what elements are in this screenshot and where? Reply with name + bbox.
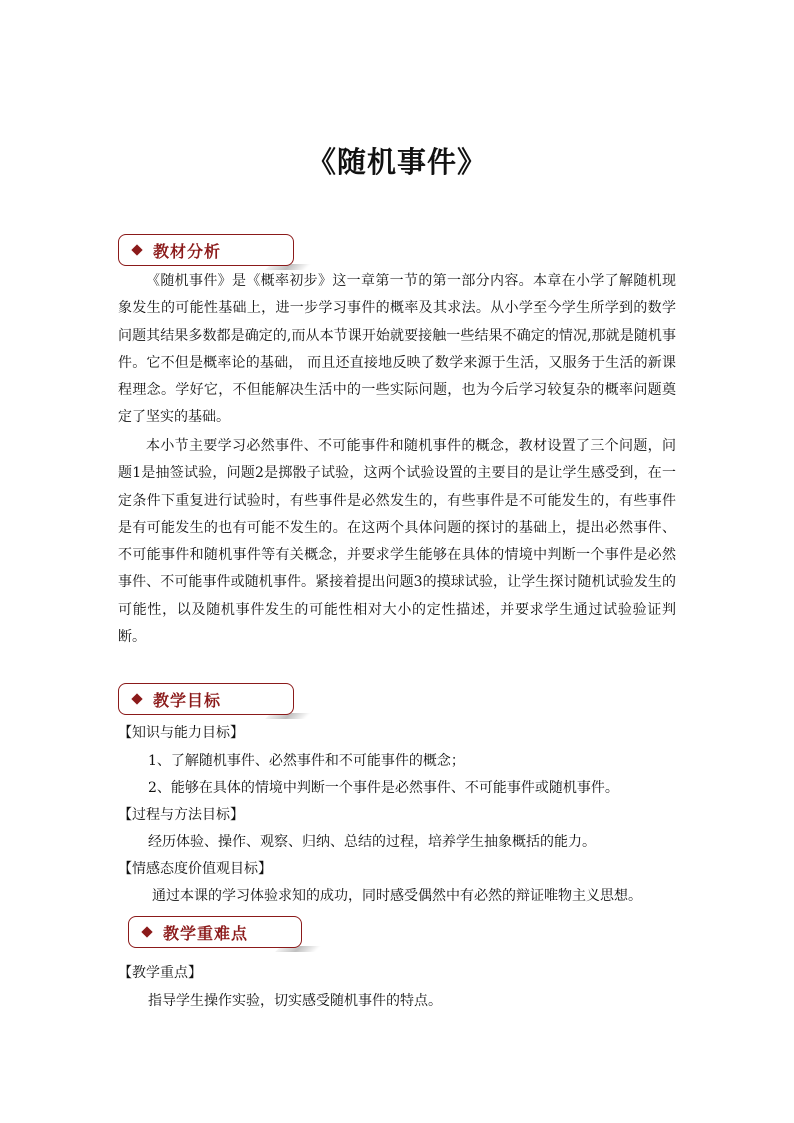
header-box bbox=[128, 916, 302, 948]
section-heading: 教学重难点 bbox=[163, 923, 249, 943]
page-title: 《随机事件》 bbox=[306, 145, 487, 179]
section-heading: 教材分析 bbox=[153, 241, 222, 261]
process-text: 经历体验、操作、观察、归纳、总结的过程，培养学生抽象概括的能力。 bbox=[148, 834, 596, 850]
diamond-icon bbox=[131, 693, 142, 704]
knowledge-item-1: 1、了解随机事件、必然事件和不可能事件的概念； bbox=[148, 753, 465, 769]
section-header-analysis bbox=[118, 234, 298, 264]
knowledge-label: 【知识与能力目标】 bbox=[118, 725, 244, 741]
diamond-icon bbox=[141, 926, 152, 937]
section-header-objectives bbox=[118, 683, 298, 713]
section-heading: 教学目标 bbox=[153, 690, 222, 710]
analysis-paragraph-2: 本小节主要学习必然事件、不可能事件和随机事件的概念，教材设置了三个问题，问题1是抽签试验，问题2是掷骰子试验，这两个试验设置的主要目的是让学生感受到，在一定条件下重复进行试验时，有些事件是必然发生的，有些事件是不可能发生的，有些事件是有可能发生的也有可能不发生的。在这两个具体问题的探讨的基础上，提出必然事件、不可能事件和随机事件等有关概念，并要求学生能够在具体的情境中判断一个事件是必然事件、不可能事件或随机事件。紧接着提出问题3的摸球试验，让学生探讨随机试验发生的可能性，以及随机事件发生的可能性相对大小的定性描述，并要求学生通过试验验证判断。 bbox=[118, 438, 676, 646]
header-box bbox=[118, 234, 294, 266]
header-box bbox=[118, 683, 294, 715]
focus-label: 【教学重点】 bbox=[118, 965, 202, 981]
knowledge-item-2: 2、能够在具体的情境中判断一个事件是必然事件、不可能事件或随机事件。 bbox=[148, 780, 619, 796]
analysis-paragraph-1: 《随机事件》是《概率初步》这一章第一节的第一部分内容。本章在小学了解随机现象发生的可能性基础上，进一步学习事件的概率及其求法。从小学至今学生所学到的数学问题其结果多数都是确定的,而从本节课开始就要接触一些结果不确定的情况,那就是随机事件。它不但是概率论的基础， 而且还直接地反映了数学来源于生活，又服务于生活的新课程理念。学好它，不但能解决生活中的一些实际问题，也为今后学习较复杂的概率问题奠定了坚实的基础。 bbox=[118, 273, 676, 426]
section-header-key-points bbox=[128, 916, 308, 946]
emotion-text: 通过本课的学习体验求知的成功，同时感受偶然中有必然的辩证唯物主义思想。 bbox=[152, 888, 642, 904]
focus-text: 指导学生操作实验，切实感受随机事件的特点。 bbox=[148, 993, 442, 1009]
process-label: 【过程与方法目标】 bbox=[118, 807, 244, 823]
diamond-icon bbox=[131, 244, 142, 255]
emotion-label: 【情感态度价值观目标】 bbox=[118, 861, 272, 877]
